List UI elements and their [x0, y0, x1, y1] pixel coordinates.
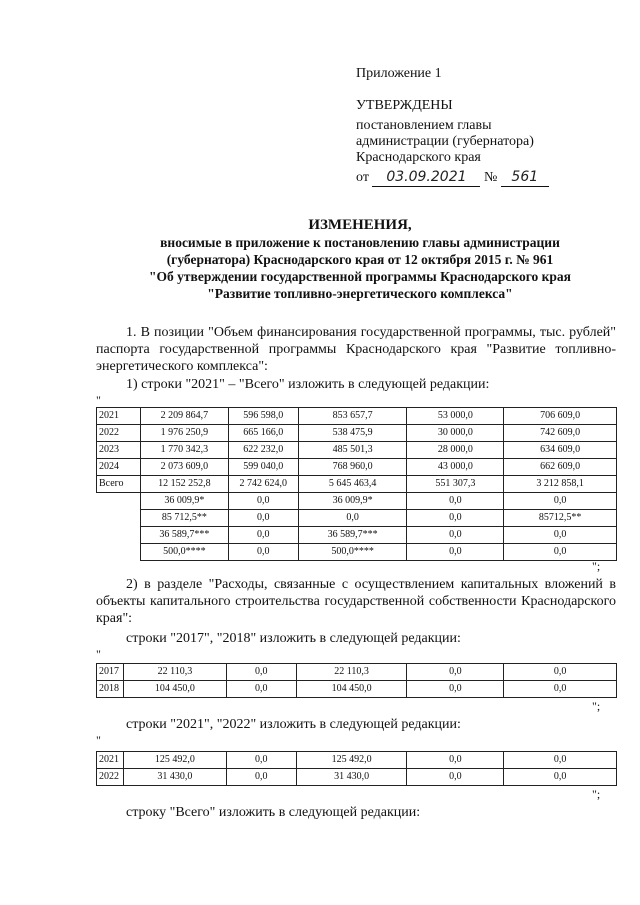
- table-cell: 36 009,9*: [140, 493, 228, 510]
- table-cell-year: 2022: [97, 425, 141, 442]
- table-cell: 1 770 342,3: [140, 442, 228, 459]
- table-cell: 768 960,0: [298, 459, 407, 476]
- table-cell: 43 000,0: [407, 459, 504, 476]
- table-cell: 0,0: [504, 493, 617, 510]
- table-cell: 2 742 624,0: [228, 476, 298, 493]
- table-cell-year: [97, 493, 141, 510]
- table-cell: 706 609,0: [504, 408, 617, 425]
- table-cell: 85712,5**: [504, 510, 617, 527]
- table-cell: 599 040,0: [228, 459, 298, 476]
- table-cell: 0,0: [504, 664, 617, 681]
- table-cell-year: Всего: [97, 476, 141, 493]
- table-cell: 30 000,0: [407, 425, 504, 442]
- date-prefix: от: [356, 170, 369, 185]
- table-cell: 742 609,0: [504, 425, 617, 442]
- date-value: 03.09.2021: [372, 168, 480, 187]
- table-cell: 0,0: [504, 769, 617, 786]
- table-cell: 85 712,5**: [140, 510, 228, 527]
- table-cell: 36 589,7***: [298, 527, 407, 544]
- table-cell-year: 2021: [97, 408, 141, 425]
- table-cell: 125 492,0: [296, 752, 407, 769]
- table-cell-year: 2023: [97, 442, 141, 459]
- table-cell: 0,0: [407, 752, 504, 769]
- table-cell: 0,0: [407, 493, 504, 510]
- open-quote: ": [96, 733, 101, 747]
- table-row: [97, 544, 617, 561]
- table-cell: 500,0****: [298, 544, 407, 561]
- title-line: "Развитие топливно-энергетического комплекса": [207, 286, 513, 301]
- title-main: ИЗМЕНЕНИЯ,: [308, 217, 412, 233]
- approved-line: Краснодарского края: [356, 150, 481, 165]
- number-prefix: №: [483, 170, 498, 185]
- table-cell: 0,0: [407, 769, 504, 786]
- title-line: "Об утверждении государственной программы Краснодарского края: [149, 269, 571, 284]
- table-cell-year: 2017: [97, 664, 124, 681]
- capital-table-2021-2022: [96, 751, 617, 786]
- table-row: [97, 459, 617, 476]
- section2-paragraph: 2) в разделе "Расходы, связанные с осуществлением капитальных вложений в объекты капитального строительства государственной собственности Краснодарского края":: [96, 577, 616, 626]
- table-cell: 0,0: [226, 769, 296, 786]
- table-cell: 634 609,0: [504, 442, 617, 459]
- approved-line: постановлением главы: [356, 118, 492, 133]
- table-cell: 36 589,7***: [140, 527, 228, 544]
- table-cell: 53 000,0: [407, 408, 504, 425]
- table-cell: 538 475,9: [298, 425, 407, 442]
- table-cell: 0,0: [228, 527, 298, 544]
- close-quote: ";: [592, 787, 601, 801]
- table-row: [97, 425, 617, 442]
- table-cell: 662 609,0: [504, 459, 617, 476]
- approval-date-line: [356, 168, 549, 187]
- table-cell: 3 212 858,1: [504, 476, 617, 493]
- table-cell: 0,0: [504, 527, 617, 544]
- table-cell: 551 307,3: [407, 476, 504, 493]
- section2-instruction-2: строки "2021", "2022" изложить в следующей редакции:: [126, 717, 461, 732]
- table-cell: 0,0: [228, 493, 298, 510]
- table-cell: 2 209 864,7: [140, 408, 228, 425]
- table-cell-year: [97, 544, 141, 561]
- table-cell: 622 232,0: [228, 442, 298, 459]
- table-cell-year: 2022: [97, 769, 124, 786]
- table-cell-year: [97, 527, 141, 544]
- table-cell: 22 110,3: [296, 664, 407, 681]
- table-row: [97, 442, 617, 459]
- table-cell: 0,0: [407, 510, 504, 527]
- table-cell: 28 000,0: [407, 442, 504, 459]
- table-cell: 0,0: [407, 664, 504, 681]
- title-line: (губернатора) Краснодарского края от 12 октября 2015 г. № 961: [166, 252, 554, 267]
- table-cell-year: 2018: [97, 681, 124, 698]
- table-cell: 12 152 252,8: [140, 476, 228, 493]
- table-cell: 853 657,7: [298, 408, 407, 425]
- financing-table: [96, 407, 617, 561]
- table-cell: 0,0: [298, 510, 407, 527]
- table-row: [97, 408, 617, 425]
- approved-line: администрации (губернатора): [356, 134, 534, 149]
- approved-title: УТВЕРЖДЕНЫ: [356, 98, 453, 113]
- table-row: [97, 476, 617, 493]
- section2-instruction-1: строки "2017", "2018" изложить в следующей редакции:: [126, 631, 461, 646]
- table-cell: 0,0: [228, 510, 298, 527]
- table-row: [97, 527, 617, 544]
- table-cell: 485 501,3: [298, 442, 407, 459]
- table-cell: 31 430,0: [296, 769, 407, 786]
- approved-block: [356, 98, 534, 166]
- table-cell: 0,0: [226, 681, 296, 698]
- section1-paragraph: 1. В позиции "Объем финансирования государственной программы, тыс. рублей" паспорта государственной программы Краснодарского края "Развитие топливно-энергетического комплекса":: [96, 325, 616, 374]
- table-cell: 36 009,9*: [298, 493, 407, 510]
- table-cell-year: [97, 510, 141, 527]
- section2-instruction-3: строку "Всего" изложить в следующей редакции:: [126, 805, 421, 820]
- table-cell: 0,0: [407, 527, 504, 544]
- table-cell-year: 2024: [97, 459, 141, 476]
- table-row: [97, 769, 617, 786]
- table-cell: 0,0: [504, 752, 617, 769]
- open-quote: ": [96, 393, 101, 407]
- table-row: [97, 752, 617, 769]
- table-cell: 0,0: [226, 664, 296, 681]
- table-cell-year: 2021: [97, 752, 124, 769]
- table-cell: 125 492,0: [123, 752, 226, 769]
- table-cell: 0,0: [504, 681, 617, 698]
- table-cell: 0,0: [407, 681, 504, 698]
- appendix-label: Приложение 1: [356, 66, 442, 81]
- table-row: [97, 510, 617, 527]
- table-cell: 104 450,0: [296, 681, 407, 698]
- number-value: 561: [501, 168, 549, 187]
- table-cell: 596 598,0: [228, 408, 298, 425]
- table-cell: 104 450,0: [123, 681, 226, 698]
- table-cell: 500,0****: [140, 544, 228, 561]
- open-quote: ": [96, 647, 101, 661]
- table-cell: 1 976 250,9: [140, 425, 228, 442]
- table-cell: 0,0: [504, 544, 617, 561]
- table-row: [97, 664, 617, 681]
- table-cell: 0,0: [226, 752, 296, 769]
- table-cell: 22 110,3: [123, 664, 226, 681]
- table-row: [97, 493, 617, 510]
- table-row: [97, 681, 617, 698]
- table-cell: 2 073 609,0: [140, 459, 228, 476]
- table-cell: 31 430,0: [123, 769, 226, 786]
- title-line: вносимые в приложение к постановлению главы администрации: [160, 235, 560, 250]
- section1-instruction: 1) строки "2021" – "Всего" изложить в следующей редакции:: [126, 377, 490, 392]
- table-cell: 0,0: [407, 544, 504, 561]
- document-title: [80, 216, 640, 302]
- table-cell: 0,0: [228, 544, 298, 561]
- table-cell: 5 645 463,4: [298, 476, 407, 493]
- table-cell: 665 166,0: [228, 425, 298, 442]
- close-quote: ";: [592, 559, 601, 573]
- close-quote: ";: [592, 699, 601, 713]
- capital-table-2017-2018: [96, 663, 617, 698]
